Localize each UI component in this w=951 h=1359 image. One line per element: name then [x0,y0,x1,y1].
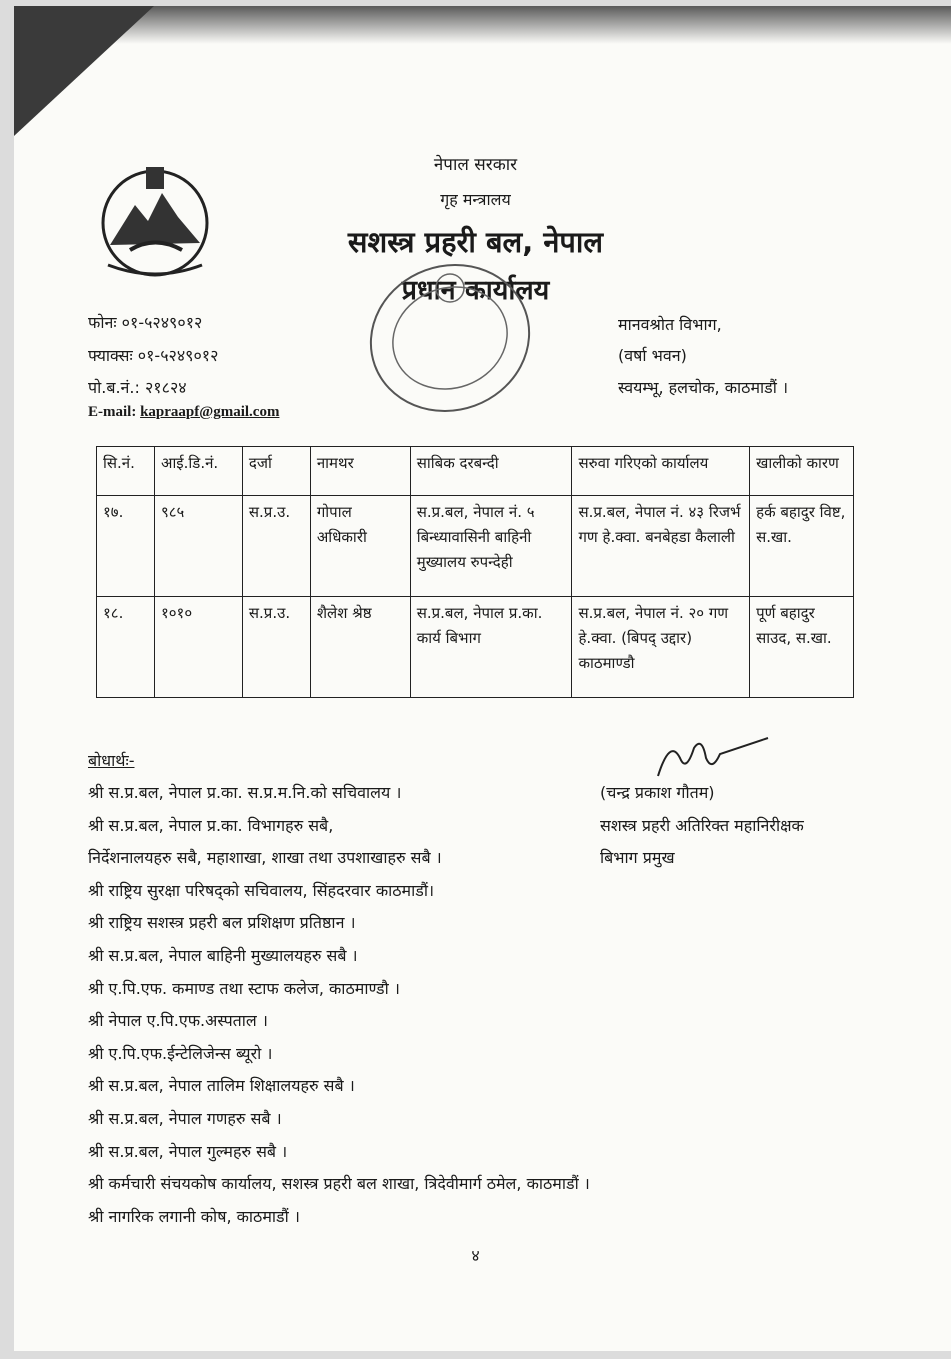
government-name: नेपाल सरकार [433,155,518,175]
column-header: सरुवा गरिएको कार्यालय [572,447,750,496]
cc-title: बोधार्थः- [88,751,135,770]
column-header: सि.नं. [97,447,155,496]
list-item: श्री राष्ट्रिय सशस्त्र प्रहरी बल प्रशिक्षण प्रतिष्ठान । [88,913,356,933]
list-item: श्री ए.पि.एफ. कमाण्ड तथा स्टाफ कलेज, काठमाण्डौ । [88,978,400,998]
list-item: श्री स.प्र.बल, नेपाल गणहरु सबै । [88,1108,282,1128]
table-cell: शैलेश श्रेष्ठ [310,597,410,698]
email-link[interactable]: kapraapf@gmail.com [140,404,280,420]
location: स्वयम्भू, हलचोक, काठमाडौं । [618,378,789,397]
column-header: आई.डि.नं. [154,447,242,496]
cc-list [88,780,590,1236]
signatory-role: बिभाग प्रमुख [600,848,675,867]
ministry-name: गृह मन्त्रालय [440,190,511,209]
list-item: श्री स.प्र.बल, नेपाल प्र.का. विभागहरु सबै, [88,815,334,835]
column-header: साबिक दरबन्दी [410,447,572,496]
table-cell: स.प्र.उ. [242,496,310,597]
scan-shadow [74,6,951,44]
po-box: पो.ब.नं.: २१८२४ [88,378,187,397]
column-header: खालीको कारण [750,447,854,496]
signatory-title: सशस्त्र प्रहरी अतिरिक्त महानिरीक्षक [600,816,804,835]
fax-number: फ्याक्सः ०१-५२४९०१२ [88,346,219,365]
list-item: श्री राष्ट्रिय सुरक्षा परिषद्को सचिवालय, सिंहदरवार काठमाडौं। [88,880,435,900]
organization-name: सशस्त्र प्रहरी बल, नेपाल [347,225,604,259]
list-item: श्री स.प्र.बल, नेपाल तालिम शिक्षालयहरु सबै । [88,1076,355,1096]
list-item: श्री स.प्र.बल, नेपाल प्र.का. स.प्र.म.नि.को सचिवालय । [88,783,402,802]
table-cell: गोपाल अधिकारी [310,496,410,597]
list-item: श्री ए.पि.एफ.ईन्टेलिजेन्स ब्यूरो । [88,1043,273,1063]
phone-number: फोनः ०१-५२४९०१२ [88,313,203,332]
list-item: श्री नेपाल ए.पि.एफ.अस्पताल । [88,1011,268,1031]
table-cell: ९८५ [154,496,242,597]
table-cell: स.प्र.बल, नेपाल नं. ५ बिन्ध्यावासिनी बाहिनी मुख्यालय रुपन्देही [410,496,572,597]
list-item: श्री स.प्र.बल, नेपाल गुल्महरु सबै । [88,1141,288,1161]
table-cell: हर्क बहादुर विष्ट, स.खा. [750,496,854,597]
email-line [88,404,279,421]
office-stamp-icon [355,258,550,423]
page-number: ४ [471,1246,480,1265]
table-cell: स.प्र.उ. [242,597,310,698]
table-cell: १०१० [154,597,242,698]
table-row [97,597,854,698]
table-cell: १७. [97,496,155,597]
email-label: E-mail: [88,404,137,420]
list-item: निर्देशनालयहरु सबै, महाशाखा, शाखा तथा उपशाखाहरु सबै । [88,848,442,868]
list-item: श्री नागरिक लगानी कोष, काठमाडौं । [88,1206,300,1226]
table-row [97,496,854,597]
transfer-table [96,446,854,698]
signature-icon [650,728,770,783]
table-cell: पूर्ण बहादुर साउद, स.खा. [750,597,854,698]
table-cell: स.प्र.बल, नेपाल नं. ४३ रिजर्भ गण हे.क्वा. बनबेहडा कैलाली [572,496,750,597]
table-cell: स.प्र.बल, नेपाल नं. २० गण हे.क्वा. (बिपद् उद्दार) काठमाण्डौ [572,597,750,698]
table-header-row [97,447,854,496]
column-header: दर्जा [242,447,310,496]
list-item: श्री स.प्र.बल, नेपाल बाहिनी मुख्यालयहरु सबै । [88,945,358,965]
list-item: श्री कर्मचारी संचयकोष कार्यालय, सशस्त्र प्रहरी बल शाखा, त्रिदेवीमार्ग ठमेल, काठमाडौं । [88,1174,590,1194]
signatory-name: (चन्द्र प्रकाश गौतम) [600,783,715,802]
folded-corner [14,6,154,136]
table-cell: स.प्र.बल, नेपाल प्र.का. कार्य बिभाग [410,597,572,698]
office-name: प्रधान कार्यालय [401,275,550,306]
department-name: मानवश्रोत विभाग, [618,315,722,334]
column-header: नामथर [310,447,410,496]
building-name: (वर्षा भवन) [618,346,687,365]
table-cell: १८. [97,597,155,698]
